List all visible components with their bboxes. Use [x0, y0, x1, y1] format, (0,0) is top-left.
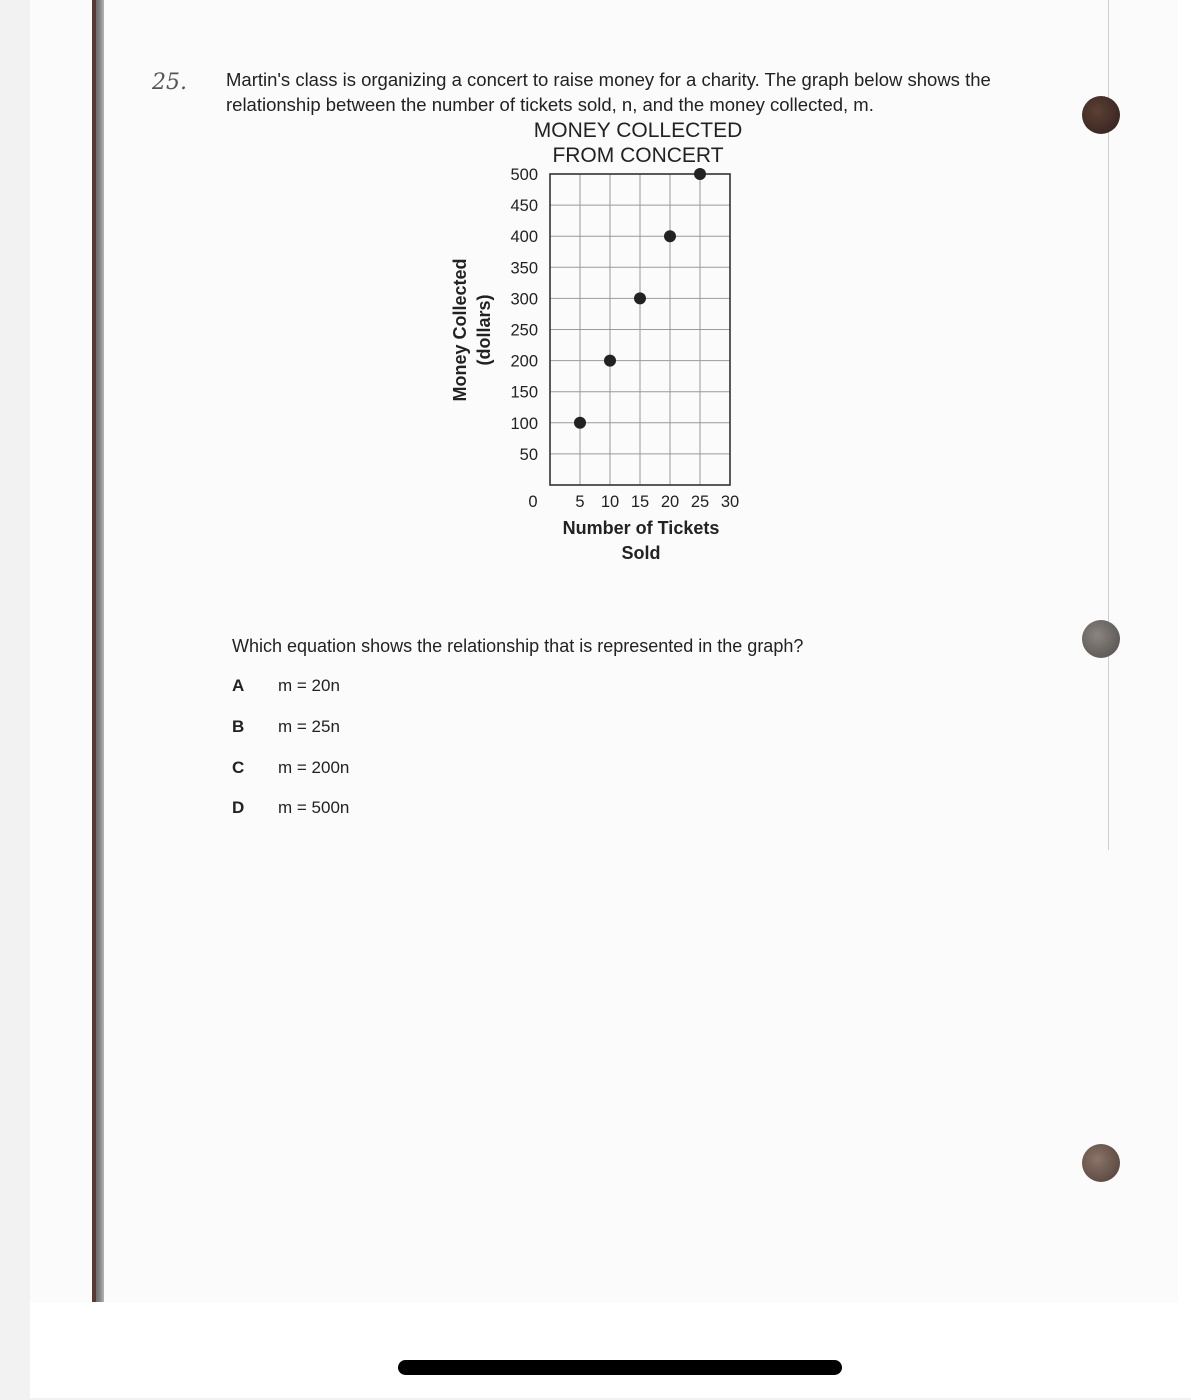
- choice-d[interactable]: [232, 798, 349, 818]
- data-point: [604, 355, 616, 367]
- x-tick-label: 10: [600, 493, 620, 511]
- x-tick-label: 15: [630, 493, 650, 511]
- data-point: [574, 417, 586, 429]
- y-tick-label: 400: [510, 228, 538, 247]
- question-stem: Martin's class is organizing a concert to raise money for a charity. The graph below shows the relationship between the number of tickets sold, n, and the money collected, m.: [226, 69, 991, 115]
- x-tick-label: 30: [720, 493, 740, 511]
- x-tick-label: 5: [575, 493, 585, 511]
- chart-title-line: FROM CONCERT: [552, 144, 724, 167]
- choice-letter: C: [232, 758, 245, 777]
- choice-equation: m = 25n: [278, 717, 340, 736]
- choice-letter: B: [232, 717, 245, 736]
- y-tick-label: 450: [510, 197, 538, 216]
- y-tick-label: 50: [519, 445, 538, 464]
- question-prompt: Which equation shows the relationship that is represented in the graph?: [232, 636, 804, 656]
- punch-hole: [1082, 1144, 1120, 1182]
- worksheet-page: [30, 0, 1178, 1302]
- origin-label: 0: [528, 493, 538, 511]
- x-axis-label-line: Sold: [621, 543, 661, 563]
- data-point: [694, 168, 706, 180]
- choice-b[interactable]: [232, 717, 340, 737]
- data-point: [664, 230, 676, 242]
- y-tick-label: 100: [510, 414, 538, 433]
- x-tick-label: 20: [660, 493, 680, 511]
- y-tick-label: 250: [510, 321, 538, 340]
- choice-equation: m = 500n: [278, 798, 350, 817]
- money-collected-chart: [30, 0, 1178, 620]
- choice-equation: m = 200n: [278, 758, 350, 777]
- chart-title-line: MONEY COLLECTED: [533, 119, 743, 142]
- choice-letter: D: [232, 798, 245, 817]
- y-tick-label: 150: [510, 383, 538, 402]
- y-axis-label-line: (dollars): [474, 294, 494, 366]
- question-number: 25.: [152, 70, 187, 95]
- choice-a[interactable]: [232, 676, 340, 696]
- y-tick-label: 350: [510, 259, 538, 278]
- page-frame: [30, 0, 1191, 1398]
- y-tick-label: 300: [510, 290, 538, 309]
- x-axis-label-line: Number of Tickets: [562, 518, 720, 538]
- choice-c[interactable]: [232, 758, 349, 778]
- choice-letter: A: [232, 676, 245, 695]
- punch-hole: [1082, 620, 1120, 658]
- home-indicator[interactable]: [398, 1360, 842, 1375]
- x-tick-label: 25: [690, 493, 710, 511]
- y-tick-label: 200: [510, 352, 538, 371]
- y-tick-label: 500: [510, 166, 538, 184]
- data-point: [634, 292, 646, 304]
- choice-equation: m = 20n: [278, 676, 340, 695]
- y-axis-label-line: Money Collected: [450, 258, 470, 402]
